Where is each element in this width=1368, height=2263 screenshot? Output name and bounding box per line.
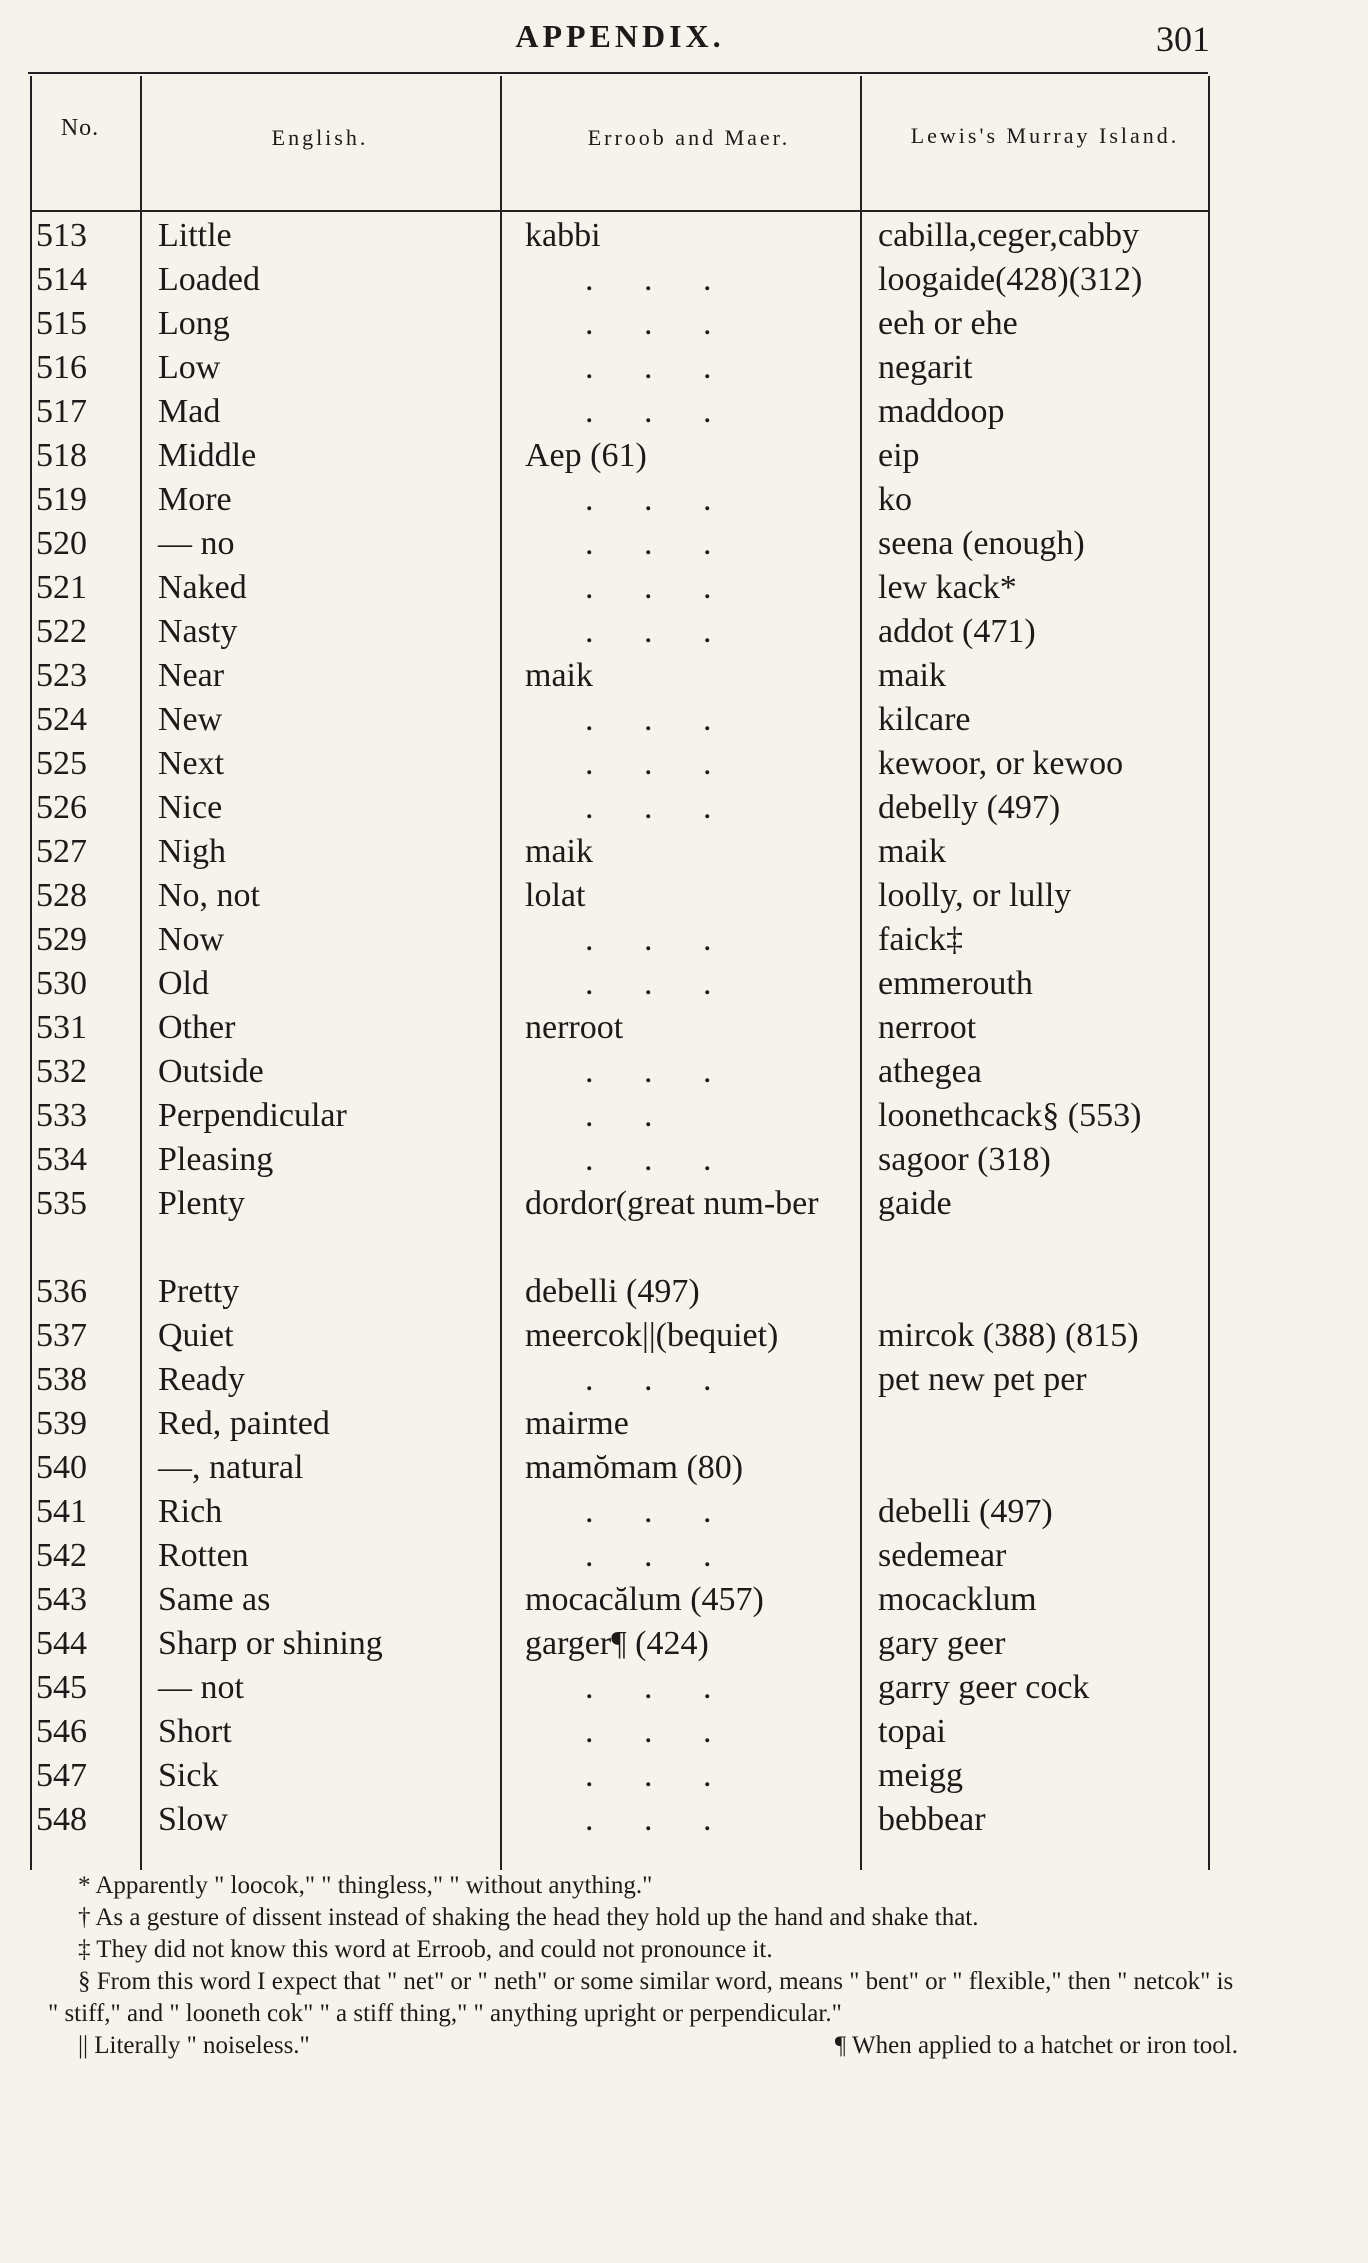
lewis-murray-word: mocacklum xyxy=(878,1581,1037,1618)
footnote-double-dagger: ‡ They did not know this word at Erroob, and could not pronounce it. xyxy=(78,1936,773,1963)
english-word: Rich xyxy=(158,1493,223,1530)
table-row xyxy=(30,1400,1210,1444)
lewis-murray-word: athegea xyxy=(878,1053,982,1090)
erroob-maer-word: kabbi xyxy=(525,217,601,254)
english-word: More xyxy=(158,481,232,518)
english-word: — not xyxy=(158,1669,244,1706)
erroob-maer-word: lolat xyxy=(525,877,586,914)
english-word: Near xyxy=(158,657,225,694)
table-row xyxy=(30,1004,1210,1048)
english-word: Pretty xyxy=(158,1273,240,1310)
english-word: Naked xyxy=(158,569,247,606)
english-word: Next xyxy=(158,745,225,782)
footnote-row xyxy=(48,2030,1238,2062)
english-word: Red, painted xyxy=(158,1405,330,1442)
table-row xyxy=(30,1092,1210,1136)
column-header-erroob-maer: Erroob and Maer. xyxy=(587,125,791,150)
english-word: Loaded xyxy=(158,261,260,298)
lewis-murray-word: loolly, or lully xyxy=(878,877,1072,914)
entry-number: 542 xyxy=(36,1537,87,1574)
lewis-murray-word: loogaide(428)(312) xyxy=(878,261,1143,298)
entry-number: 548 xyxy=(36,1801,87,1838)
lewis-murray-word: garry geer cock xyxy=(878,1669,1090,1706)
table-header xyxy=(30,76,1210,212)
column-rule xyxy=(860,76,862,1870)
erroob-maer-word: . . . xyxy=(585,569,712,606)
entry-number: 524 xyxy=(36,701,87,738)
english-word: Quiet xyxy=(158,1317,234,1354)
entry-number: 534 xyxy=(36,1141,87,1178)
table-row xyxy=(30,652,1210,696)
lewis-murray-word: negarit xyxy=(878,349,973,386)
english-word: Same as xyxy=(158,1581,271,1618)
entry-number: 545 xyxy=(36,1669,87,1706)
table-row xyxy=(30,1752,1210,1796)
erroob-maer-word: nerroot xyxy=(525,1009,624,1046)
entry-number: 516 xyxy=(36,349,87,386)
entry-number: 547 xyxy=(36,1757,87,1794)
header-rule xyxy=(28,72,1208,74)
column-rule xyxy=(500,76,502,1870)
erroob-maer-word: debelli (497) xyxy=(525,1273,700,1310)
entry-number: 544 xyxy=(36,1625,87,1662)
table-row xyxy=(30,1356,1210,1400)
entry-number: 529 xyxy=(36,921,87,958)
running-title: APPENDIX. xyxy=(515,18,725,54)
table-row xyxy=(30,300,1210,344)
lewis-murray-word: mircok (388) (815) xyxy=(878,1317,1139,1354)
table-row xyxy=(30,1136,1210,1180)
entry-number: 527 xyxy=(36,833,87,870)
lewis-murray-word: topai xyxy=(878,1713,946,1750)
table-row xyxy=(30,1048,1210,1092)
table-row xyxy=(30,916,1210,960)
table-row xyxy=(30,1444,1210,1488)
entry-number: 515 xyxy=(36,305,87,342)
entry-number: 521 xyxy=(36,569,87,606)
entry-number: 523 xyxy=(36,657,87,694)
table-row xyxy=(30,212,1210,256)
footnote-pilcrow: ¶ When applied to a hatchet or iron tool. xyxy=(834,2032,1238,2059)
lewis-murray-word: addot (471) xyxy=(878,613,1036,650)
erroob-maer-word: . . . xyxy=(585,525,712,562)
erroob-maer-word: . . . xyxy=(585,789,712,826)
english-word: No, not xyxy=(158,877,260,914)
english-word: Short xyxy=(158,1713,232,1750)
english-word: Ready xyxy=(158,1361,245,1398)
table-row xyxy=(30,828,1210,872)
entry-number: 513 xyxy=(36,217,87,254)
entry-number: 528 xyxy=(36,877,87,914)
english-word: Low xyxy=(158,349,221,386)
lewis-murray-word: sagoor (318) xyxy=(878,1141,1051,1178)
table-row xyxy=(30,388,1210,432)
entry-number: 538 xyxy=(36,1361,87,1398)
table-row xyxy=(30,740,1210,784)
erroob-maer-word: mocacălum (457) xyxy=(525,1581,764,1618)
entry-number: 522 xyxy=(36,613,87,650)
erroob-maer-word: . . . xyxy=(585,1361,712,1398)
column-header-lewis: Lewis's Murray Island. xyxy=(910,123,1180,148)
lewis-murray-word: debelly (497) xyxy=(878,789,1061,826)
erroob-maer-word: . . . xyxy=(585,701,712,738)
erroob-maer-word: . . . xyxy=(585,1669,712,1706)
lewis-murray-word: pet new pet per xyxy=(878,1361,1087,1398)
erroob-maer-word: maik xyxy=(525,657,593,694)
english-word: Old xyxy=(158,965,209,1002)
english-word: Outside xyxy=(158,1053,264,1090)
table-row xyxy=(30,1488,1210,1532)
lewis-murray-word: maik xyxy=(878,833,946,870)
table-row xyxy=(30,784,1210,828)
table-body xyxy=(30,212,1210,1840)
english-word: Perpendicular xyxy=(158,1097,347,1134)
erroob-maer-word: . . . xyxy=(585,921,712,958)
english-word: Slow xyxy=(158,1801,228,1838)
vocabulary-table xyxy=(30,76,1210,1840)
table-row xyxy=(30,520,1210,564)
table-row xyxy=(30,1708,1210,1752)
entry-number: 537 xyxy=(36,1317,87,1354)
english-word: Now xyxy=(158,921,225,958)
english-word: New xyxy=(158,701,223,738)
entry-number: 530 xyxy=(36,965,87,1002)
erroob-maer-word: mamŏmam (80) xyxy=(525,1449,744,1486)
lewis-murray-word: eip xyxy=(878,437,920,474)
erroob-maer-word: . . . xyxy=(585,613,712,650)
table-row xyxy=(30,476,1210,520)
table-row xyxy=(30,872,1210,916)
english-word: Rotten xyxy=(158,1537,249,1574)
entry-number: 532 xyxy=(36,1053,87,1090)
english-word: Pleasing xyxy=(158,1141,274,1178)
entry-number: 519 xyxy=(36,481,87,518)
erroob-maer-word: meercok||(bequiet) xyxy=(525,1317,779,1354)
erroob-maer-word: . . . xyxy=(585,1141,712,1178)
table-row xyxy=(30,1312,1210,1356)
erroob-maer-word: . . . xyxy=(585,1801,712,1838)
table-row xyxy=(30,1620,1210,1664)
table-row xyxy=(30,564,1210,608)
english-word: Nice xyxy=(158,789,223,826)
english-word: —, natural xyxy=(158,1449,304,1486)
entry-number: 525 xyxy=(36,745,87,782)
lewis-murray-word: debelli (497) xyxy=(878,1493,1053,1530)
column-rule xyxy=(140,76,142,1870)
entry-number: 535 xyxy=(36,1185,87,1222)
english-word: Other xyxy=(158,1009,236,1046)
english-word: Middle xyxy=(158,437,257,474)
lewis-murray-word: ko xyxy=(878,481,912,518)
table-row xyxy=(30,432,1210,476)
erroob-maer-word: . . . xyxy=(585,1537,712,1574)
table-row xyxy=(30,344,1210,388)
footnote-asterisk: * Apparently " loocok," " thingless," " without anything." xyxy=(78,1872,653,1899)
erroob-maer-word: . . . xyxy=(585,965,712,1002)
table-row xyxy=(30,1180,1210,1268)
erroob-maer-word: . . . xyxy=(585,745,712,782)
english-word: Plenty xyxy=(158,1185,245,1222)
lewis-murray-word: bebbear xyxy=(878,1801,986,1838)
table-row xyxy=(30,256,1210,300)
english-word: Mad xyxy=(158,393,221,430)
column-header-english: English. xyxy=(271,125,369,150)
lewis-murray-word: emmerouth xyxy=(878,965,1033,1002)
table-row xyxy=(30,1532,1210,1576)
lewis-murray-word: gaide xyxy=(878,1185,952,1222)
entry-number: 514 xyxy=(36,261,87,298)
lewis-murray-word: maik xyxy=(878,657,946,694)
erroob-maer-word: . . xyxy=(585,1097,653,1134)
lewis-murray-word: lew kack* xyxy=(878,569,1017,606)
entry-number: 520 xyxy=(36,525,87,562)
lewis-murray-word: meigg xyxy=(878,1757,963,1794)
table-row xyxy=(30,1664,1210,1708)
column-header-no: No. xyxy=(60,115,100,141)
entry-number: 517 xyxy=(36,393,87,430)
erroob-maer-word: . . . xyxy=(585,481,712,518)
english-word: Sick xyxy=(158,1757,219,1794)
table-row xyxy=(30,1796,1210,1840)
running-head xyxy=(30,18,1210,68)
table-row xyxy=(30,1576,1210,1620)
table-row xyxy=(30,1268,1210,1312)
footnote-dagger: † As a gesture of dissent instead of shaking the head they hold up the hand and shake that. xyxy=(78,1904,979,1931)
entry-number: 518 xyxy=(36,437,87,474)
table-row xyxy=(30,608,1210,652)
erroob-maer-word: . . . xyxy=(585,1493,712,1530)
erroob-maer-word: . . . xyxy=(585,1757,712,1794)
erroob-maer-word: . . . xyxy=(585,349,712,386)
lewis-murray-word: faick‡ xyxy=(878,921,963,958)
erroob-maer-word: . . . xyxy=(585,1713,712,1750)
lewis-murray-word: maddoop xyxy=(878,393,1005,430)
entry-number: 541 xyxy=(36,1493,87,1530)
entry-number: 546 xyxy=(36,1713,87,1750)
erroob-maer-word: mairme xyxy=(525,1405,629,1442)
entry-number: 536 xyxy=(36,1273,87,1310)
entry-number: 526 xyxy=(36,789,87,826)
entry-number: 531 xyxy=(36,1009,87,1046)
lewis-murray-word: cabilla,ceger,cabby xyxy=(878,217,1140,254)
erroob-maer-word: garger¶ (424) xyxy=(525,1625,709,1662)
english-word: Little xyxy=(158,217,232,254)
footnote-section: § From this word I expect that " net" or " neth" or some similar word, means " bent" or " flexible," then " netcok" is " stiff," and " looneth cok" " a stiff thing," " anything upright or perpendicular." xyxy=(48,1968,1234,2027)
english-word: Sharp or shining xyxy=(158,1625,383,1662)
table-row xyxy=(30,696,1210,740)
erroob-maer-word: dordor(great num-ber xyxy=(525,1185,819,1222)
lewis-murray-word: sedemear xyxy=(878,1537,1007,1574)
lewis-murray-word: kilcare xyxy=(878,701,971,738)
lewis-murray-word: kewoor, or kewoo xyxy=(878,745,1124,782)
erroob-maer-word: . . . xyxy=(585,261,712,298)
lewis-murray-word: gary geer xyxy=(878,1625,1006,1662)
column-rule xyxy=(30,76,32,1870)
lewis-murray-word: seena (enough) xyxy=(878,525,1085,562)
english-word: Nasty xyxy=(158,613,238,650)
english-word: Long xyxy=(158,305,230,342)
lewis-murray-word: nerroot xyxy=(878,1009,977,1046)
entry-number: 533 xyxy=(36,1097,87,1134)
footnotes xyxy=(48,1870,1238,2062)
erroob-maer-word: Aep (61) xyxy=(525,437,647,474)
english-word: Nigh xyxy=(158,833,226,870)
footnote-parallel: || Literally " noiseless." xyxy=(78,2032,310,2059)
table-row xyxy=(30,960,1210,1004)
page-number: 301 xyxy=(1156,19,1210,59)
erroob-maer-word: maik xyxy=(525,833,593,870)
lewis-murray-word: eeh or ehe xyxy=(878,305,1018,342)
column-rule xyxy=(1208,76,1210,1870)
entry-number: 539 xyxy=(36,1405,87,1442)
erroob-maer-word: . . . xyxy=(585,305,712,342)
lewis-murray-word: loonethcack§ (553) xyxy=(878,1097,1142,1134)
english-word: — no xyxy=(158,525,235,562)
erroob-maer-word: . . . xyxy=(585,1053,712,1090)
entry-number: 540 xyxy=(36,1449,87,1486)
erroob-maer-word: . . . xyxy=(585,393,712,430)
entry-number: 543 xyxy=(36,1581,87,1618)
